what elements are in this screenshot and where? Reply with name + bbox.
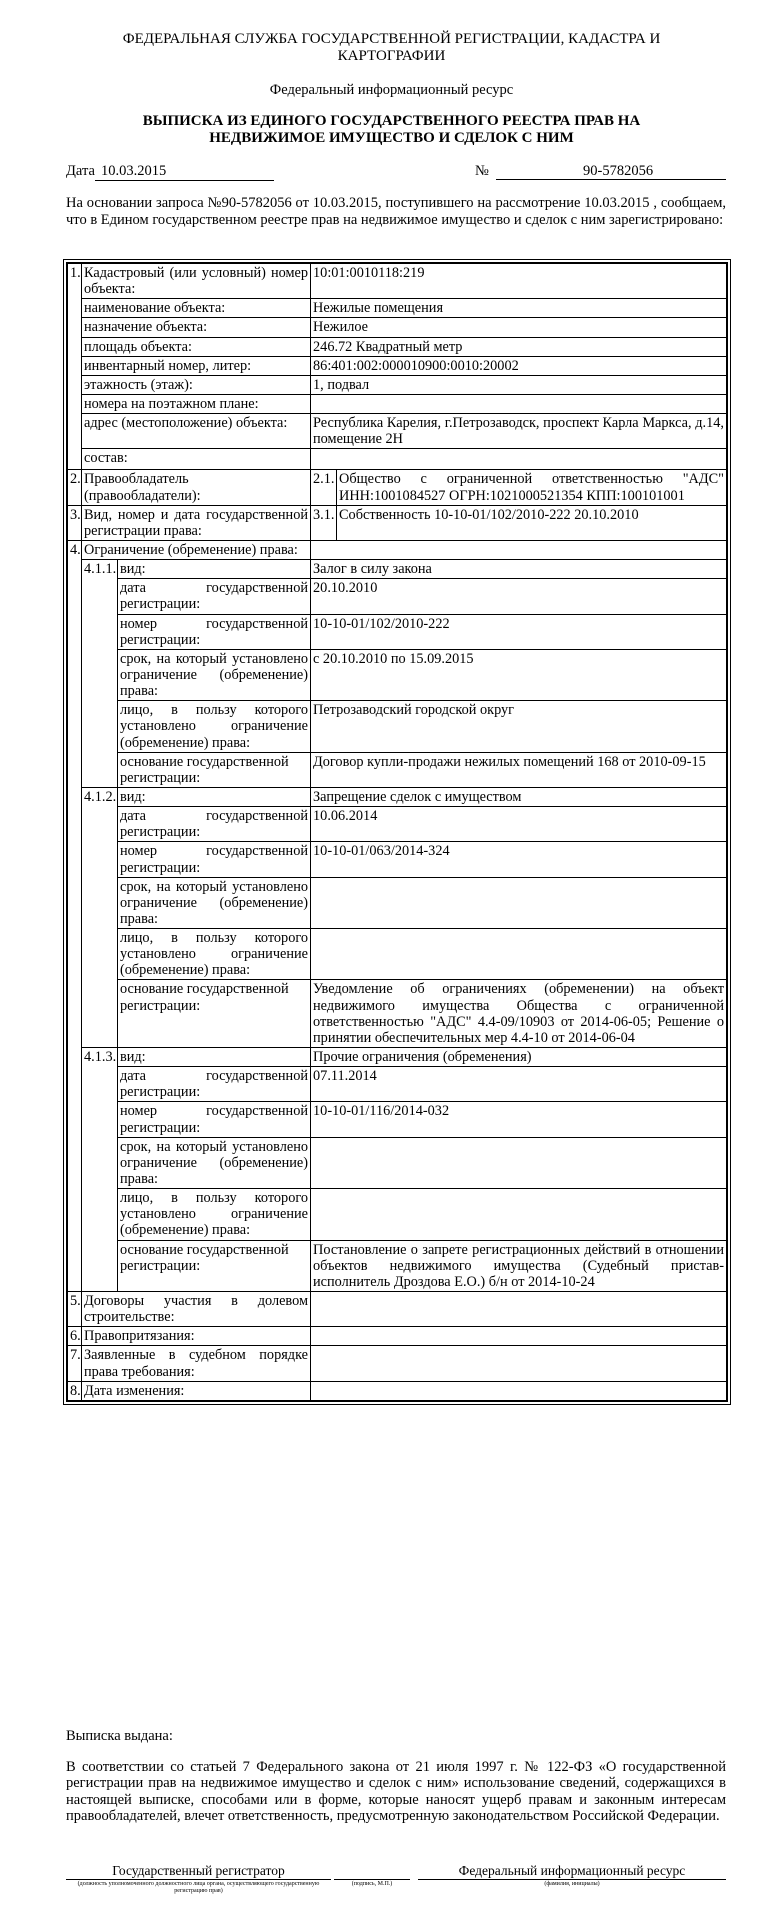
- row-value: с 20.10.2010 по 15.09.2015: [311, 649, 727, 700]
- row-label: Вид, номер и дата государственной регистрации права:: [82, 505, 311, 540]
- section-number: 8.: [68, 1381, 82, 1400]
- row-label: адрес (местоположение) объекта:: [82, 414, 311, 449]
- row-label: срок, на который установлено ограничение (обременение) права:: [118, 1137, 311, 1188]
- sub-number: 4.1.1.: [82, 560, 118, 788]
- table-row: [68, 1137, 727, 1188]
- row-value: [311, 1137, 727, 1188]
- table-row: [68, 929, 727, 980]
- document-title: ВЫПИСКА ИЗ ЕДИНОГО ГОСУДАРСТВЕННОГО РЕЕСТРА ПРАВ НА НЕДВИЖИМОЕ ИМУЩЕСТВО И СДЕЛОК С НИМ: [142, 113, 641, 146]
- section-number: 1.: [68, 264, 82, 470]
- table-row: [68, 842, 727, 877]
- row-value: Общество с ограниченной ответственностью "АДС" ИНН:1001084527 ОГРН:1021000521354 КПП:100101001: [337, 470, 727, 505]
- row-value: [311, 1327, 727, 1346]
- issued-label: Выписка выдана:: [66, 1728, 173, 1744]
- row-label: номер государственной регистрации:: [118, 614, 311, 649]
- row-value: 20.10.2010: [311, 579, 727, 614]
- table-row: [68, 649, 727, 700]
- resource-name: Федеральный информационный ресурс: [269, 82, 514, 98]
- table-row: [68, 394, 727, 413]
- row-label: номера на поэтажном плане:: [82, 394, 311, 413]
- section-number: 6.: [68, 1327, 82, 1346]
- table-row: [68, 540, 727, 559]
- row-label: срок, на который установлено ограничение (обременение) права:: [118, 877, 311, 928]
- name-column: [418, 1863, 726, 1888]
- resource-signature: Федеральный информационный ресурс: [418, 1863, 726, 1880]
- row-value: 86:401:002:000010900:0010:20002: [311, 356, 727, 375]
- row-value: Нежилое: [311, 318, 727, 337]
- table-row: [68, 299, 727, 318]
- row-value: Залог в силу закона: [311, 560, 727, 579]
- row-value: Нежилые помещения: [311, 299, 727, 318]
- table-row: [68, 356, 727, 375]
- row-value: [311, 394, 727, 413]
- row-label: вид:: [118, 787, 311, 806]
- row-value: 07.11.2014: [311, 1067, 727, 1102]
- row-value: Постановление о запрете регистрационных действий в отношении объектов недвижимого имущества (Судебный пристав-исполнитель Дроздова Е.О.) б/н от 2014-10-24: [311, 1240, 727, 1291]
- row-label: лицо, в пользу которого установлено ограничение (обременение) права:: [118, 701, 311, 752]
- law-notice: В соответствии со статьей 7 Федерального закона от 21 июля 1997 г. № 122-ФЗ «О государственной регистрации прав на недвижимое имущество и сделок с ним» использование сведений, содержащихся в настоящей выписке, способами или в форме, которые наносят ущерб правам и законным интересам правообладателей, влечет ответственность, предусмотренную законодательством Российской Федерации.: [66, 1758, 726, 1825]
- sub-number: 4.1.3.: [82, 1048, 118, 1292]
- row-label: Договоры участия в долевом строительстве:: [82, 1292, 311, 1327]
- row-label: вид:: [118, 1048, 311, 1067]
- row-value: 10-10-01/063/2014-324: [311, 842, 727, 877]
- table-row: [68, 787, 727, 806]
- row-label: инвентарный номер, литер:: [82, 356, 311, 375]
- table-row: [68, 1240, 727, 1291]
- row-value: [311, 1292, 727, 1327]
- row-label: основание государственной регистрации:: [118, 1240, 311, 1291]
- registry-table: [66, 262, 728, 1402]
- row-label: вид:: [118, 560, 311, 579]
- row-label: Кадастровый (или условный) номер объекта:: [82, 264, 311, 299]
- row-label: основание государственной регистрации:: [118, 752, 311, 787]
- row-value: [311, 929, 727, 980]
- table-row: [68, 375, 727, 394]
- row-label: Заявленные в судебном порядке права требования:: [82, 1346, 311, 1381]
- table-row: [68, 1067, 727, 1102]
- row-label: дата государственной регистрации:: [118, 807, 311, 842]
- name-caption: (фамилия, инициалы): [544, 1881, 600, 1887]
- row-value: [311, 1381, 727, 1400]
- row-value: Собственность 10-10-01/102/2010-222 20.10.2010: [337, 505, 727, 540]
- row-value: 10.06.2014: [311, 807, 727, 842]
- section-number: 3.: [68, 505, 82, 540]
- row-value: Уведомление об ограничениях (обременении) на объект недвижимого имущества Общества с ограниченной ответственностью "АДС" 4.4-09/10903 от 2014-06-05; Решение о принятии обеспечительных мер 4.4-10 от 2014-06-04: [311, 980, 727, 1048]
- table-row: [68, 1327, 727, 1346]
- row-label: назначение объекта:: [82, 318, 311, 337]
- row-label: срок, на который установлено ограничение (обременение) права:: [118, 649, 311, 700]
- row-label: лицо, в пользу которого установлено ограничение (обременение) права:: [118, 1189, 311, 1240]
- row-label: Правопритязания:: [82, 1327, 311, 1346]
- table-row: [68, 264, 727, 299]
- table-row: [68, 1102, 727, 1137]
- table-row: [68, 752, 727, 787]
- row-label: площадь объекта:: [82, 337, 311, 356]
- date-value: 10.03.2015: [95, 163, 274, 181]
- date-number-line: [66, 163, 726, 183]
- row-value: [311, 449, 727, 470]
- table-row: [68, 337, 727, 356]
- row-label: номер государственной регистрации:: [118, 1102, 311, 1137]
- row-value: 10:01:0010118:219: [311, 264, 727, 299]
- table-row: [68, 701, 727, 752]
- row-label: дата государственной регистрации:: [118, 1067, 311, 1102]
- date-label: Дата: [66, 163, 95, 179]
- row-label: Правообладатель (правообладатели):: [82, 470, 311, 505]
- closing-section: [66, 1728, 726, 1825]
- row-label: наименование объекта:: [82, 299, 311, 318]
- row-label: Ограничение (обременение) права:: [82, 540, 311, 559]
- row-label: лицо, в пользу которого установлено ограничение (обременение) права:: [118, 929, 311, 980]
- row-value: 10-10-01/102/2010-222: [311, 614, 727, 649]
- row-value: Петрозаводский городской округ: [311, 701, 727, 752]
- agency-name: ФЕДЕРАЛЬНАЯ СЛУЖБА ГОСУДАРСТВЕННОЙ РЕГИСТРАЦИИ, КАДАСТРА И КАРТОГРАФИИ: [122, 31, 661, 64]
- registrar-caption: (должность уполномоченного должностного лица органа, осуществляющего государственную регистрацию прав): [77, 1881, 320, 1894]
- row-value: [311, 877, 727, 928]
- row-value: Запрещение сделок с имуществом: [311, 787, 727, 806]
- section-number: 2.: [68, 470, 82, 505]
- sub-number: 3.1.: [311, 505, 337, 540]
- row-label: номер государственной регистрации:: [118, 842, 311, 877]
- table-row: [68, 579, 727, 614]
- section-number: 4.: [68, 540, 82, 1291]
- table-row: [68, 877, 727, 928]
- table-row: [68, 1048, 727, 1067]
- registrar-column: [66, 1863, 331, 1894]
- number-value: 90-5782056: [496, 163, 726, 180]
- table-row: [68, 1346, 727, 1381]
- table-row: [68, 1189, 727, 1240]
- table-row: [68, 470, 727, 505]
- sub-number: 2.1.: [311, 470, 337, 505]
- table-row: [68, 1292, 727, 1327]
- row-value: [311, 1346, 727, 1381]
- table-row: [68, 449, 727, 470]
- table-row: [68, 560, 727, 579]
- row-value: Республика Карелия, г.Петрозаводск, проспект Карла Маркса, д.14, помещение 2Н: [311, 414, 727, 449]
- section-number: 5.: [68, 1292, 82, 1327]
- table-row: [68, 505, 727, 540]
- table-row: [68, 807, 727, 842]
- section-number: 7.: [68, 1346, 82, 1381]
- intro-paragraph: На основании запроса №90-5782056 от 10.03.2015, поступившего на рассмотрение 10.03.2015 , сообщаем, что в Едином государственном реестре прав на недвижимое имущество и сделок с ним зарегистрировано:: [66, 195, 726, 228]
- row-label: дата государственной регистрации:: [118, 579, 311, 614]
- table-row: [68, 318, 727, 337]
- sub-number: 4.1.2.: [82, 787, 118, 1047]
- row-label: основание государственной регистрации:: [118, 980, 311, 1048]
- table-row: [68, 414, 727, 449]
- row-value: [311, 1189, 727, 1240]
- table-row: [68, 980, 727, 1048]
- row-label: этажность (этаж):: [82, 375, 311, 394]
- table-row: [68, 614, 727, 649]
- number-label: №: [475, 163, 489, 179]
- registrar-title: Государственный регистратор: [66, 1863, 331, 1880]
- table-row: [68, 1381, 727, 1400]
- sign-column: [334, 1863, 410, 1888]
- row-value: 1, подвал: [311, 375, 727, 394]
- row-value: Договор купли-продажи нежилых помещений 168 от 2010-09-15: [311, 752, 727, 787]
- sign-caption: (подпись, М.П.): [351, 1881, 393, 1887]
- row-value: 246.72 Квадратный метр: [311, 337, 727, 356]
- row-label: Дата изменения:: [82, 1381, 311, 1400]
- row-value: 10-10-01/116/2014-032: [311, 1102, 727, 1137]
- row-value: Прочие ограничения (обременения): [311, 1048, 727, 1067]
- row-label: состав:: [82, 449, 311, 470]
